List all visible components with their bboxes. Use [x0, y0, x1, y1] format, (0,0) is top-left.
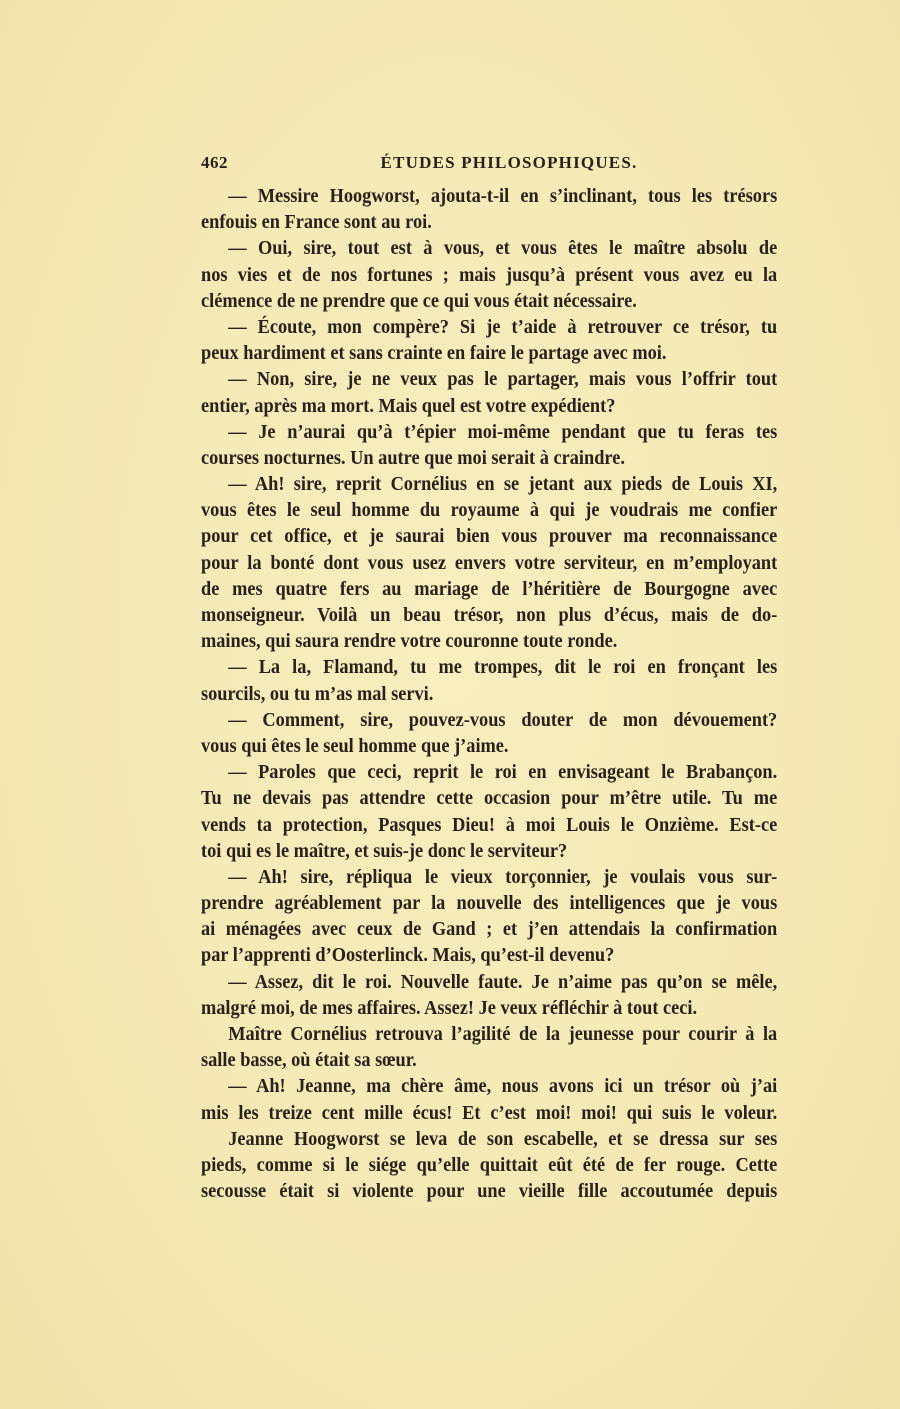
text-line: malgré moi, de mes affaires. Assez! Je veux réfléchir à tout ceci. [201, 997, 698, 1019]
text-line: vous qui êtes le seul homme que j’aime. [201, 735, 509, 757]
text-line: prendre agréablement par la nouvelle des intelligences que je vous [201, 893, 778, 915]
text-line: Tu ne devais pas attendre cette occasion pour m’être utile. Tu me [201, 788, 778, 810]
text-line: entier, après ma mort. Mais quel est votre expédient? [201, 395, 616, 417]
text-line: — La la, Flamand, tu me trompes, dit le roi en fronçant les [228, 657, 778, 679]
text-line: nos vies et de nos fortunes ; mais jusqu’à présent vous avez eu la [201, 264, 778, 286]
text-line: — Assez, dit le roi. Nouvelle faute. Je n’aime pas qu’on se mêle, [228, 971, 778, 993]
text-line: — Comment, sire, pouvez-vous douter de mon dévouement? [228, 709, 778, 731]
text-line: mis les treize cent mille écus! Et c’est moi! moi! qui suis le voleur. [201, 1102, 778, 1124]
text-line: pieds, comme si le siége qu’elle quittait eût été de fer rouge. Cette [201, 1154, 778, 1176]
text-line: secousse était si violente pour une vieille fille accoutumée depuis [201, 1181, 778, 1203]
text-line: peux hardiment et sans crainte en faire le partage avec moi. [201, 343, 667, 365]
text-line: — Ah! sire, reprit Cornélius en se jetant aux pieds de Louis XI, [228, 474, 778, 496]
text-line: — Je n’aurai qu’à t’épier moi-même pendant que tu feras tes [228, 421, 778, 443]
page-number: 462 [201, 153, 228, 172]
text-line: vends ta protection, Pasques Dieu! à moi Louis le Onzième. Est-ce [201, 814, 778, 836]
text-line: Maître Cornélius retrouva l’agilité de la jeunesse pour courir à la [228, 1024, 778, 1045]
text-line: par l’apprenti d’Oosterlinck. Mais, qu’est-il devenu? [201, 945, 615, 967]
text-line: maines, qui saura rendre votre couronne toute ronde. [201, 631, 618, 653]
text-line: Jeanne Hoogworst se leva de son escabelle, et se dressa sur ses [228, 1128, 778, 1150]
text-line: — Paroles que ceci, reprit le roi en envisageant le Brabançon. [228, 762, 778, 784]
body-text [201, 184, 777, 1205]
text-line: — Oui, sire, tout est à vous, et vous êtes le maître absolu de [228, 238, 778, 260]
text-line: — Ah! Jeanne, ma chère âme, nous avons ici un trésor où j’ai [228, 1076, 778, 1098]
text-line: courses nocturnes. Un autre que moi serait à craindre. [201, 447, 625, 469]
text-line: pour la bonté dont vous usez envers votre serviteur, en m’employant [201, 552, 778, 574]
text-line: — Messire Hoogworst, ajouta-t-il en s’inclinant, tous les trésors [228, 186, 778, 207]
text-line: de mes quatre fers au mariage de l’héritière de Bourgogne avec [201, 578, 778, 600]
text-line: clémence de ne prendre que ce qui vous était nécessaire. [201, 290, 637, 312]
text-line: vous êtes le seul homme du royaume à qui je voudrais me confier [201, 500, 778, 522]
running-header [201, 153, 777, 177]
text-line: — Ah! sire, répliqua le vieux torçonnier, je voulais vous sur- [228, 866, 778, 888]
text-line: salle basse, où était sa sœur. [201, 1050, 417, 1072]
text-line: toi qui es le maître, et suis-je donc le serviteur? [201, 840, 568, 862]
text-line: sourcils, ou tu m’as mal servi. [201, 683, 434, 705]
text-line: pour cet office, et je saurai bien vous prouver ma reconnaissance [201, 526, 778, 548]
text-line: — Écoute, mon compère? Si je t’aide à retrouver ce trésor, tu [228, 316, 778, 338]
text-line: enfouis en France sont au roi. [201, 212, 432, 234]
text-line: monseigneur. Voilà un beau trésor, non plus d’écus, mais de do- [201, 605, 778, 626]
text-line: — Non, sire, je ne veux pas le partager, mais vous l’offrir tout [228, 369, 778, 391]
text-line: ai ménagées avec ceux de Gand ; et j’en attendais la confirmation [201, 919, 778, 941]
running-title: ÉTUDES PHILOSOPHIQUES. [380, 153, 638, 172]
